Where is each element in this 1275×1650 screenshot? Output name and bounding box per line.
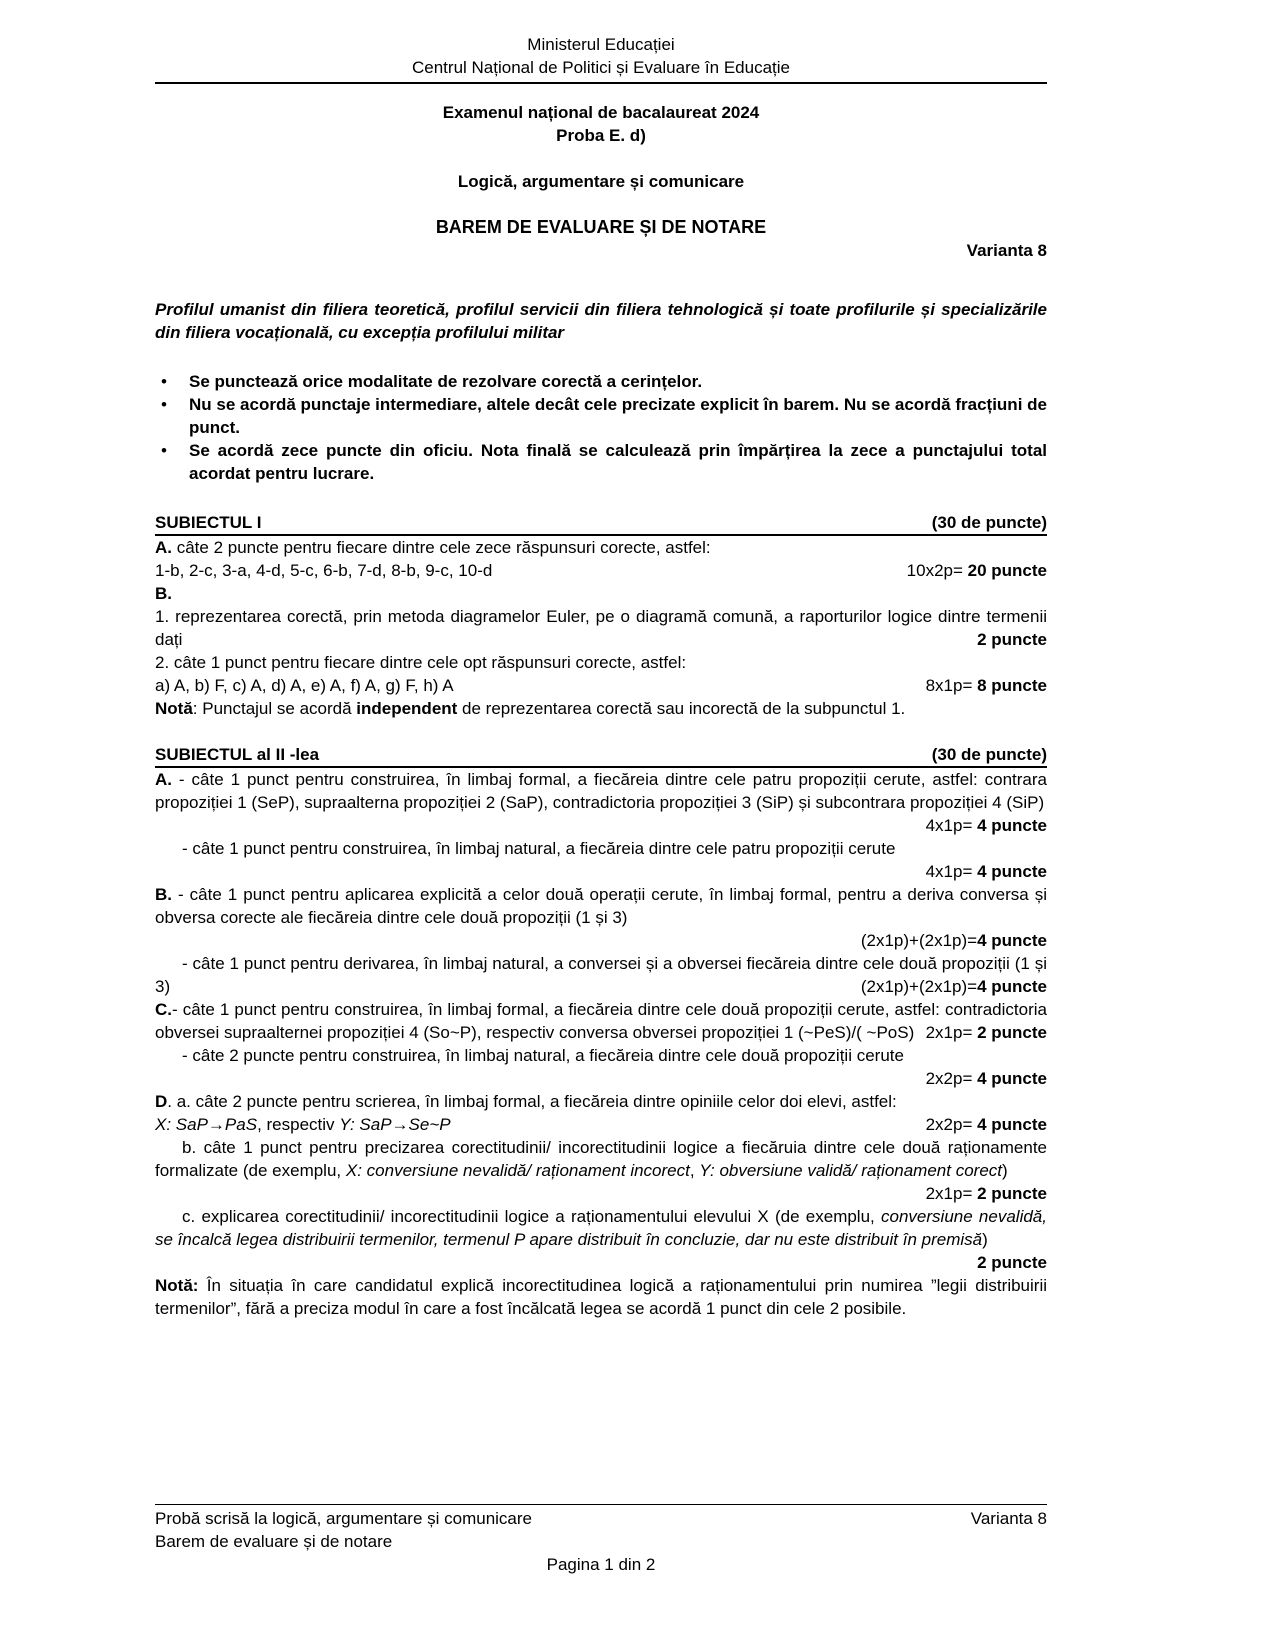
probe-title: Proba E. d) bbox=[556, 126, 646, 145]
subiectul-2-heading bbox=[155, 743, 1047, 768]
item-text: ) bbox=[982, 1230, 988, 1249]
score-value: 4 puncte bbox=[977, 862, 1047, 881]
score-value: 4 puncte bbox=[977, 1115, 1047, 1134]
item-text: - câte 1 punct pentru construirea, în limbaj formal, a fiecăreia dintre cele patru propoziții cerute, astfel: contrara propoziției 1 (SeP), supraalterna propoziției 2 (SaP), contradictoria propoziției 3 (SiP) și subcontrara propoziției 4 (SiP) bbox=[155, 770, 1047, 812]
s2-item-b1 bbox=[155, 883, 1047, 929]
s2-item-da bbox=[155, 1090, 1047, 1113]
score-formula: 8x1p= bbox=[925, 676, 978, 695]
score-formula: 2x2p= bbox=[925, 1069, 978, 1088]
answers-text: 1-b, 2-c, 3-a, 4-d, 5-c, 6-b, 7-d, 8-b, 9-c, 10-d bbox=[155, 561, 493, 580]
center-name: Centrul Național de Politici și Evaluare în Educație bbox=[412, 58, 790, 77]
item-text: - câte 1 punct pentru construirea, în limbaj formal, a fiecăreia dintre cele două propoziții cerute, astfel: contradictoria obversei supraalternei propoziției 4 (So~P), respectiv conversa obversei propoziției 1 (~PeS)/( ~PoS) bbox=[155, 1000, 1047, 1042]
item-text: - câte 1 punct pentru aplicarea explicită a celor două operații cerute, în limbaj formal, pentru a deriva conversa și obversa corecte ale fiecăreia dintre cele două propoziții (1 și 3) bbox=[155, 885, 1047, 927]
formula-separator: , respectiv bbox=[257, 1115, 340, 1134]
rule-item bbox=[155, 393, 1047, 439]
note-text: În situația în care candidatul explică incorectitudinea logică a raționamentului prin numirea ”legii distribuirii termenilor”, fără a preciza modul în care a fost încălcată legea se acordă 1 punct din cele 2 posibile. bbox=[155, 1276, 1047, 1318]
score-group bbox=[899, 1182, 1047, 1205]
score-formula: (2x1p)+(2x1p)= bbox=[860, 977, 978, 996]
s1-b2-answers-row bbox=[155, 674, 1047, 697]
rule-text: Se punctează orice modalitate de rezolvare corectă a cerințelor. bbox=[189, 372, 703, 391]
s2-item-a1 bbox=[155, 768, 1047, 837]
note-emphasis: independent bbox=[356, 699, 458, 718]
subiectul-1-title: SUBIECTUL I bbox=[155, 513, 262, 532]
subiectul-1-points: (30 de puncte) bbox=[931, 513, 1047, 532]
item-text: câte 2 puncte pentru fiecare dintre cele zece răspunsuri corecte, astfel: bbox=[172, 538, 711, 557]
variant-label: Varianta 8 bbox=[966, 241, 1047, 260]
score-formula: 2x1p= bbox=[925, 1184, 978, 1203]
item-label: A. bbox=[155, 770, 172, 789]
s2-b1-score-line bbox=[155, 929, 1047, 952]
s2-item-c1 bbox=[155, 998, 1047, 1044]
item-label: A. bbox=[155, 538, 172, 557]
subiectul-2-points: (30 de puncte) bbox=[931, 745, 1047, 764]
document-header bbox=[155, 0, 1047, 84]
score-group bbox=[907, 559, 1047, 582]
rule-item bbox=[155, 439, 1047, 485]
score-formula: 10x2p= bbox=[906, 561, 968, 580]
footer-subject: Probă scrisă la logică, argumentare și comunicare bbox=[155, 1509, 533, 1528]
rule-text: Nu se acordă punctaje intermediare, altele decât cele precizate explicit în barem. Nu se acordă fracțiuni de punct. bbox=[189, 395, 1047, 437]
s2-item-a2: - câte 1 punct pentru construirea, în limbaj natural, a fiecăreia dintre cele patru propoziții cerute bbox=[182, 839, 896, 858]
bullet-icon: • bbox=[161, 395, 167, 414]
rules-list bbox=[155, 370, 1047, 485]
s2-item-b2 bbox=[155, 952, 1047, 998]
score-group bbox=[926, 674, 1047, 697]
s1-answers-row bbox=[155, 559, 1047, 582]
score-value: 8 puncte bbox=[977, 676, 1047, 695]
item-text: , bbox=[689, 1161, 700, 1180]
score-value: 2 puncte bbox=[977, 1023, 1047, 1042]
example-explanation: conversiune nevalidă, se încalcă legea distribuirii termenilor, termenul P apare distribuit în concluzie, dar nu este distribuit în premisă bbox=[155, 1207, 1047, 1249]
note-text: de reprezentarea corectă sau incorectă de la subpunctul 1. bbox=[457, 699, 906, 718]
s1-note bbox=[155, 697, 1047, 720]
note-label: Notă: bbox=[155, 1276, 199, 1295]
document-body bbox=[155, 101, 1047, 1320]
s2-item-c2: - câte 2 puncte pentru construirea, în limbaj natural, a fiecăreia dintre cele două propoziții cerute bbox=[182, 1046, 904, 1065]
score-formula: (2x1p)+(2x1p)= bbox=[860, 931, 978, 950]
score-formula: 4x1p= bbox=[925, 862, 978, 881]
score-value: 4 puncte bbox=[977, 816, 1047, 835]
score-group bbox=[926, 814, 1047, 837]
s2-item-db bbox=[155, 1136, 1047, 1205]
subiectul-1-heading bbox=[155, 511, 1047, 536]
rule-item bbox=[155, 370, 1047, 393]
item-label: D bbox=[155, 1092, 168, 1111]
item-text: b. câte 1 punct pentru precizarea corectitudinii/ incorectitudinii logice a fiecăruia dintre cele două raționamente formalizate (de exemplu, bbox=[155, 1138, 1047, 1180]
discipline-title: Logică, argumentare și comunicare bbox=[457, 172, 745, 191]
page-number: Pagina 1 din 2 bbox=[546, 1555, 656, 1574]
s2-item-dc bbox=[155, 1205, 1047, 1274]
profile-note: Profilul umanist din filiera teoretică, profilul servicii din filiera tehnologică și toate profilurile și specializările din filiera vocațională, cu excepția profilului militar bbox=[155, 300, 1047, 342]
footer-divider bbox=[155, 1504, 1047, 1505]
item-text: 1. reprezentarea corectă, prin metoda diagramelor Euler, pe o diagramă comună, a raporturilor logice dintre termenii dați bbox=[155, 607, 1047, 649]
item-text: ) bbox=[1002, 1161, 1008, 1180]
example-x: X: conversiune nevalidă/ raționament incorect bbox=[345, 1161, 690, 1180]
score-value: 20 puncte bbox=[967, 561, 1047, 580]
ministry-name: Ministerul Educației bbox=[527, 35, 675, 54]
formula-x: X: SaP→PaS bbox=[155, 1115, 258, 1134]
s1-item-b2: 2. câte 1 punct pentru fiecare dintre cele opt răspunsuri corecte, astfel: bbox=[155, 653, 687, 672]
item-label: C. bbox=[155, 1000, 172, 1019]
s2-c2-score-line bbox=[155, 1067, 1047, 1090]
bullet-icon: • bbox=[161, 441, 167, 460]
item-text: c. explicarea corectitudinii/ incorectitudinii logice a raționamentului elevului X (de exemplu, bbox=[182, 1207, 882, 1226]
footer-barem: Barem de evaluare și de notare bbox=[155, 1532, 393, 1551]
score-formula: 2x2p= bbox=[925, 1115, 978, 1134]
formula-y: Y: SaP→Se~P bbox=[339, 1115, 451, 1134]
answers-text: a) A, b) F, c) A, d) A, e) A, f) A, g) F, h) A bbox=[155, 676, 454, 695]
note-label: Notă bbox=[155, 699, 193, 718]
score-formula: 4x1p= bbox=[925, 816, 978, 835]
score-value: 4 puncte bbox=[977, 1069, 1047, 1088]
subiectul-2-title: SUBIECTUL al II -lea bbox=[155, 745, 320, 764]
s1-item-b-label: B. bbox=[155, 584, 172, 603]
footer-row bbox=[155, 1507, 1047, 1530]
header-divider bbox=[155, 82, 1047, 84]
s2-note bbox=[155, 1274, 1047, 1320]
s1-item-a bbox=[155, 536, 1047, 559]
score-value: 2 puncte bbox=[977, 1184, 1047, 1203]
score-value: 4 puncte bbox=[977, 977, 1047, 996]
score-value: 2 puncte bbox=[977, 1253, 1047, 1272]
score-formula: 2x1p= bbox=[925, 1023, 978, 1042]
score-value: 2 puncte bbox=[977, 630, 1047, 649]
document-footer bbox=[155, 1504, 1047, 1576]
footer-variant: Varianta 8 bbox=[970, 1509, 1047, 1528]
score-group bbox=[926, 1113, 1047, 1136]
score-value: 4 puncte bbox=[977, 931, 1047, 950]
rule-text: Se acordă zece puncte din oficiu. Nota finală se calculează prin împărțirea la zece a punctajului total acordat pentru lucrare. bbox=[189, 441, 1047, 483]
s2-a2-score-line bbox=[155, 860, 1047, 883]
score-group bbox=[926, 1021, 1047, 1044]
formulas-text bbox=[155, 1113, 451, 1136]
example-y: Y: obversiune validă/ raționament corect bbox=[699, 1161, 1002, 1180]
s2-da-formulas-row bbox=[155, 1113, 1047, 1136]
item-text: - câte 1 punct pentru derivarea, în limbaj natural, a conversei și a obversei fiecăreia dintre cele două propoziții (1 și 3) bbox=[155, 954, 1047, 996]
s1-item-b1 bbox=[155, 605, 1047, 651]
note-text: : Punctajul se acordă bbox=[192, 699, 357, 718]
item-label: B. bbox=[155, 885, 172, 904]
item-text: . a. câte 2 puncte pentru scrierea, în limbaj formal, a fiecăreia dintre opiniile celor doi elevi, astfel: bbox=[167, 1092, 897, 1111]
score-group bbox=[834, 975, 1047, 998]
barem-title: BAREM DE EVALUARE ȘI DE NOTARE bbox=[435, 217, 767, 237]
bullet-icon: • bbox=[161, 372, 167, 391]
exam-title: Examenul național de bacalaureat 2024 bbox=[442, 103, 760, 122]
